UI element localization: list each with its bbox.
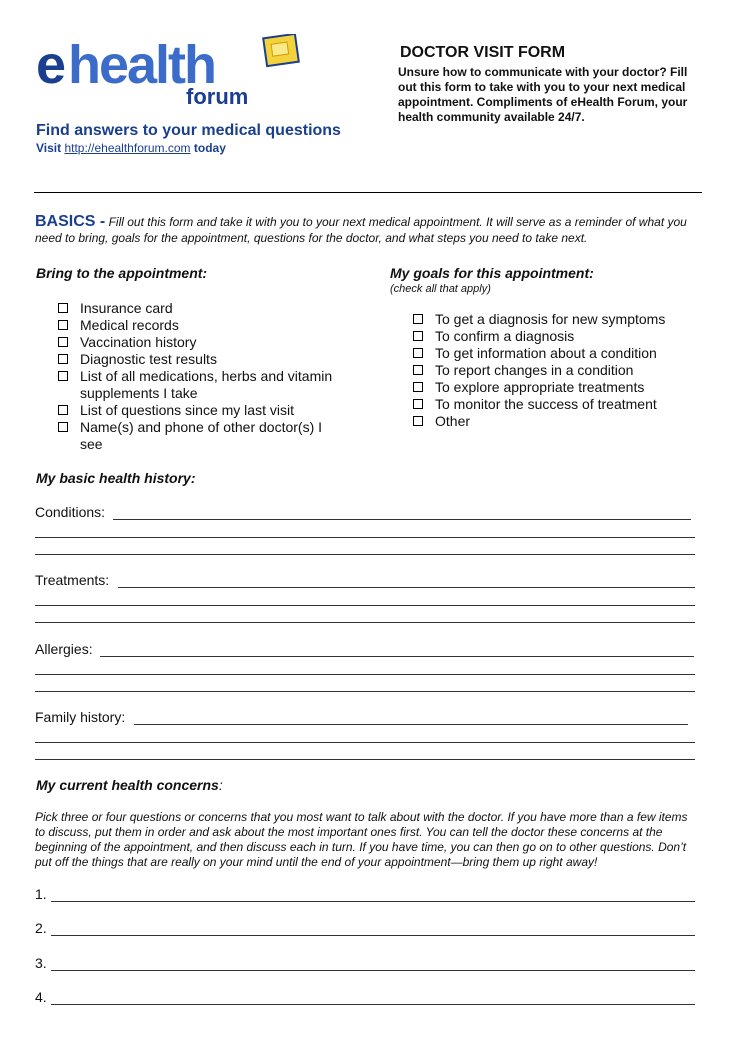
family-history-line[interactable]: [35, 742, 695, 743]
treatments-line[interactable]: [118, 587, 695, 588]
goals-checklist: [413, 311, 713, 430]
list-item[interactable]: Insurance card: [58, 300, 348, 317]
concern-number: 4.: [35, 989, 47, 1005]
conditions-line[interactable]: [35, 537, 695, 538]
basics-text: Fill out this form and take it with you to your next medical appointment. It will serve as a reminder of what you need to bring, goals for the appointment, questions for the doctor, and what steps you need to take next.: [35, 215, 687, 245]
list-item[interactable]: List of all medications, herbs and vitamin supplements I take: [58, 368, 348, 402]
family-history-line[interactable]: [134, 724, 688, 725]
concern-line[interactable]: [51, 935, 695, 936]
family-history-label: Family history:: [35, 709, 126, 725]
list-item[interactable]: Name(s) and phone of other doctor(s) I see: [58, 419, 348, 453]
list-item[interactable]: Medical records: [58, 317, 348, 334]
list-item[interactable]: Diagnostic test results: [58, 351, 348, 368]
checkbox[interactable]: [58, 337, 68, 347]
tagline: Find answers to your medical questions: [36, 122, 341, 139]
concern-number: 3.: [35, 955, 47, 971]
header-divider: [34, 192, 702, 193]
ehealth-forum-logo: [36, 30, 326, 112]
list-item[interactable]: To explore appropriate treatments: [413, 379, 713, 396]
allergies-line[interactable]: [35, 691, 695, 692]
concern-line[interactable]: [51, 970, 695, 971]
checkbox[interactable]: [58, 371, 68, 381]
logo-health: health: [68, 35, 216, 95]
goals-heading: My goals for this appointment:: [390, 265, 594, 281]
checkbox[interactable]: [413, 331, 423, 341]
list-item[interactable]: Vaccination history: [58, 334, 348, 351]
checkbox[interactable]: [413, 382, 423, 392]
checkbox[interactable]: [413, 416, 423, 426]
sticky-note-icon: [262, 34, 300, 68]
concern-number: 2.: [35, 920, 47, 936]
list-item[interactable]: Other: [413, 413, 713, 430]
list-item[interactable]: To monitor the success of treatment: [413, 396, 713, 413]
goals-subheading: (check all that apply): [390, 283, 491, 295]
treatments-label: Treatments:: [35, 572, 110, 588]
bring-heading: Bring to the appointment:: [36, 265, 208, 281]
conditions-line[interactable]: [35, 554, 695, 555]
checkbox[interactable]: [413, 365, 423, 375]
allergies-line[interactable]: [35, 674, 695, 675]
checkbox[interactable]: [58, 320, 68, 330]
checkbox[interactable]: [58, 303, 68, 313]
visit-line: [36, 141, 226, 155]
checkbox[interactable]: [58, 405, 68, 415]
history-heading: My basic health history:: [36, 470, 196, 486]
basics-section: [35, 214, 703, 246]
concern-number: 1.: [35, 886, 47, 902]
list-item[interactable]: To confirm a diagnosis: [413, 328, 713, 345]
checkbox[interactable]: [58, 354, 68, 364]
concerns-instructions: Pick three or four questions or concerns that you most want to talk about with the doctor. If you have more than a few items to discuss, put them in order and ask about the most important ones first. You can tell the doctor these concerns at the beginning of the appointment, and then discuss each in turn. If you have time, you can then go on to other questions. Don’t put off the things that are really on your mind until the end of your appointment—bring them up right away!: [35, 810, 688, 869]
treatments-line[interactable]: [35, 605, 695, 606]
concern-line[interactable]: [51, 1004, 695, 1005]
family-history-line[interactable]: [35, 759, 695, 760]
logo-e: e: [36, 35, 65, 95]
visit-prefix: Visit: [36, 141, 62, 155]
visit-suffix: today: [193, 141, 226, 155]
list-item[interactable]: To get a diagnosis for new symptoms: [413, 311, 713, 328]
conditions-line[interactable]: [113, 519, 691, 520]
concern-line[interactable]: [51, 901, 695, 902]
form-title: DOCTOR VISIT FORM: [400, 44, 566, 61]
checkbox[interactable]: [413, 399, 423, 409]
conditions-label: Conditions:: [35, 504, 106, 520]
allergies-label: Allergies:: [35, 641, 93, 657]
list-item[interactable]: To get information about a condition: [413, 345, 713, 362]
list-item[interactable]: To report changes in a condition: [413, 362, 713, 379]
checkbox[interactable]: [413, 314, 423, 324]
logo-forum: forum: [186, 84, 249, 109]
website-link[interactable]: http://ehealthforum.com: [64, 141, 191, 155]
allergies-line[interactable]: [100, 656, 694, 657]
bring-checklist: [58, 300, 348, 453]
intro-text: Unsure how to communicate with your doctor? Fill out this form to take with you to your next medical appointment. Compliments of eHealth Forum, your health community available 24/7.: [398, 65, 688, 124]
checkbox[interactable]: [58, 422, 68, 432]
checkbox[interactable]: [413, 348, 423, 358]
concerns-heading: My current health concerns:: [36, 777, 223, 793]
basics-heading: BASICS -: [35, 213, 106, 230]
treatments-line[interactable]: [35, 622, 695, 623]
list-item[interactable]: List of questions since my last visit: [58, 402, 348, 419]
